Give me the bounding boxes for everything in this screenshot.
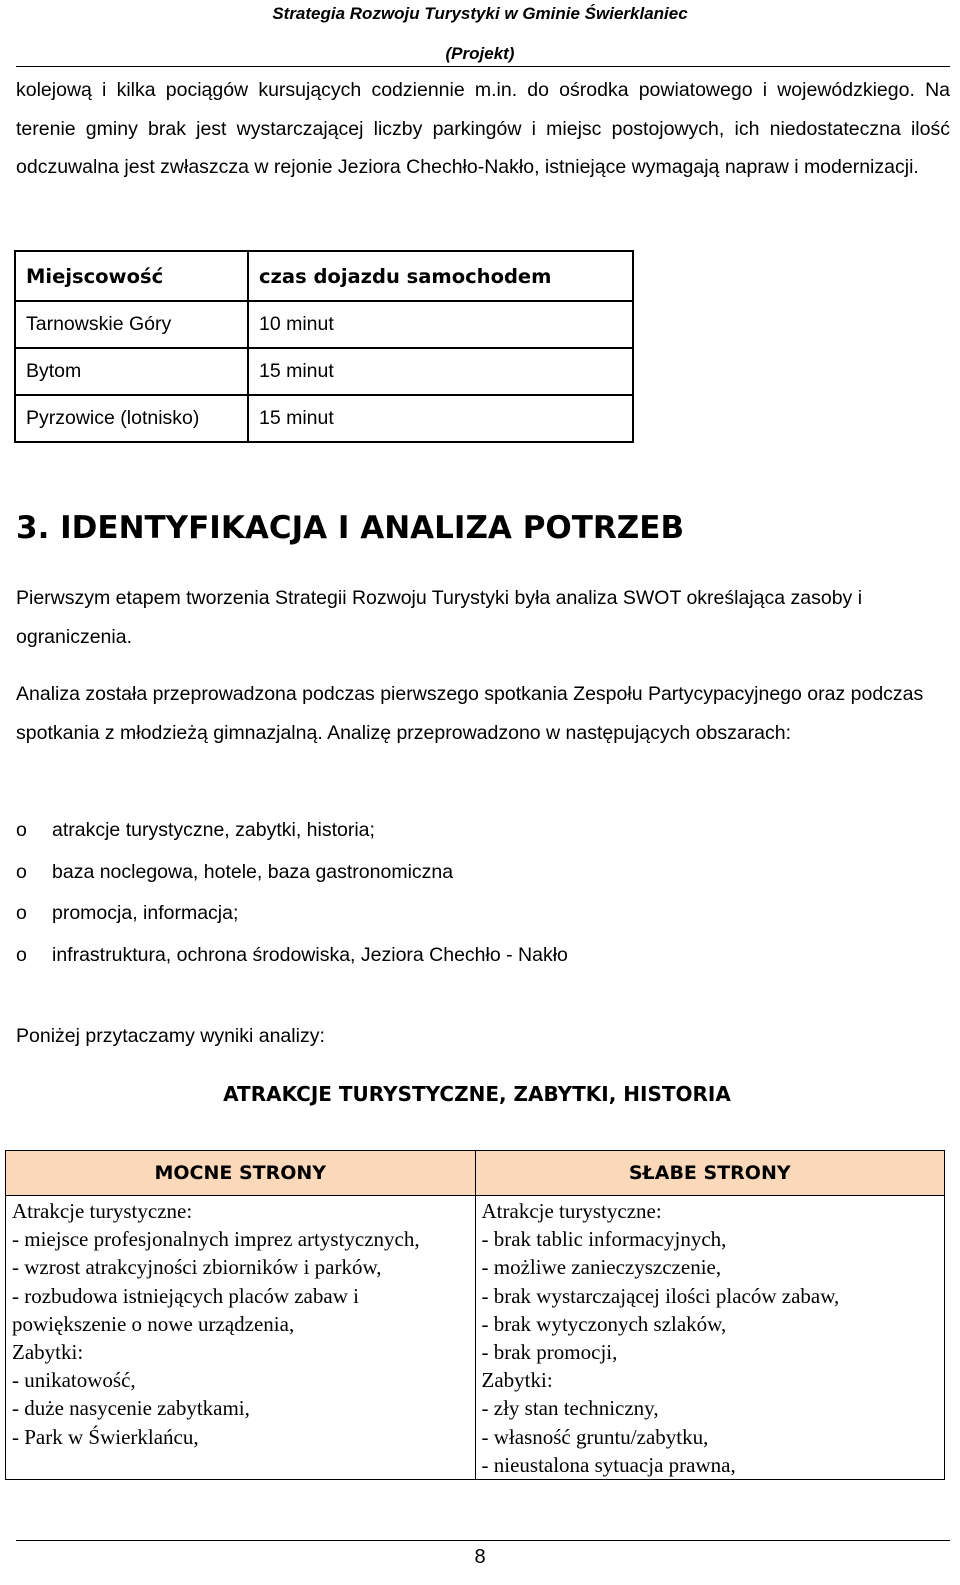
bullet-marker: o bbox=[16, 819, 27, 841]
weakness-item: - zły stan techniczny, bbox=[481, 1396, 659, 1421]
location-cell: Pyrzowice (lotnisko) bbox=[15, 395, 248, 442]
document-header-subtitle: (Projekt) bbox=[445, 44, 515, 63]
section-paragraph-1: Pierwszym etapem tworzenia Strategii Rozwoju Turystyki była analiza SWOT określająca zasoby i ograniczenia. bbox=[16, 587, 863, 648]
bullet-marker: o bbox=[16, 860, 27, 883]
weakness-item: Atrakcje turystyczne: bbox=[481, 1199, 662, 1223]
weakness-item: Zabytki: bbox=[481, 1368, 553, 1393]
footer-divider bbox=[16, 1540, 950, 1541]
travel-time-header-row bbox=[15, 251, 633, 301]
intro-paragraph: kolejową i kilka pociągów kursujących codziennie m.in. do ośrodka powiatowego i wojewódzkiego. Na terenie gminy brak jest wystarczającej liczby parkingów i miejsc postojowych, ich niedostateczna ilość odczuwalna jest zwłaszcza w rejonie Jeziora Chechło-Nakło, istniejące wymagają napraw i modernizacji. bbox=[16, 79, 950, 178]
strength-item: - Park w Świerklańcu, bbox=[12, 1424, 199, 1449]
table-row bbox=[15, 348, 633, 395]
header-cell-travel-time: czas dojazdu samochodem bbox=[248, 251, 633, 301]
weakness-item: - brak wystarczającej ilości placów zabaw, bbox=[481, 1283, 840, 1308]
location-cell: Tarnowskie Góry bbox=[15, 301, 248, 348]
list-item-text: atrakcje turystyczne, zabytki, historia; bbox=[52, 819, 375, 841]
weakness-item: - możliwe zanieczyszczenie, bbox=[481, 1255, 722, 1280]
list-item bbox=[16, 852, 568, 894]
travel-time-table bbox=[14, 250, 634, 443]
travel-time-cell: 15 minut bbox=[248, 348, 633, 395]
list-item-text: baza noclegowa, hotele, baza gastronomiczna bbox=[52, 860, 454, 883]
travel-time-cell: 15 minut bbox=[248, 395, 633, 442]
strength-item: - unikatowość, bbox=[12, 1368, 136, 1393]
swot-table bbox=[5, 1150, 945, 1480]
list-item-text: promocja, informacja; bbox=[52, 902, 239, 924]
strength-item: - duże nasycenie zabytkami, bbox=[12, 1396, 250, 1421]
page-number: 8 bbox=[474, 1546, 486, 1568]
strength-item: Zabytki: bbox=[12, 1340, 84, 1365]
header-divider bbox=[16, 66, 950, 67]
swot-body-row bbox=[6, 1196, 945, 1480]
swot-header-row bbox=[6, 1151, 945, 1196]
weakness-item: - brak tablic informacyjnych, bbox=[481, 1227, 727, 1252]
strength-item: Atrakcje turystyczne: bbox=[12, 1199, 193, 1223]
strength-item: - wzrost atrakcyjności zbiorników i parków, bbox=[12, 1255, 382, 1280]
section-paragraph-3: Poniżej przytaczamy wyniki analizy: bbox=[16, 1025, 325, 1047]
table-row bbox=[15, 301, 633, 348]
weakness-item: - brak wytyczonych szlaków, bbox=[481, 1311, 727, 1336]
weakness-item: - własność gruntu/zabytku, bbox=[481, 1424, 709, 1449]
analysis-areas-list bbox=[16, 810, 568, 976]
document-header-title: Strategia Rozwoju Turystyki w Gminie Świerklaniec bbox=[272, 4, 688, 23]
weaknesses-header: SŁABE STRONY bbox=[475, 1151, 945, 1196]
strengths-cell bbox=[6, 1196, 476, 1480]
bullet-marker: o bbox=[16, 943, 27, 966]
list-item bbox=[16, 810, 568, 852]
strength-item: - rozbudowa istniejących placów zabaw i powiększenie o nowe urządzenia, bbox=[12, 1283, 359, 1336]
table-row bbox=[15, 395, 633, 442]
weakness-item: - brak promocji, bbox=[481, 1340, 618, 1365]
list-item-text: infrastruktura, ochrona środowiska, Jeziora Chechło - Nakło bbox=[52, 943, 568, 966]
bullet-marker: o bbox=[16, 902, 27, 924]
section-heading: 3. IDENTYFIKACJA I ANALIZA POTRZEB bbox=[16, 510, 685, 546]
strength-item: - miejsce profesjonalnych imprez artystycznych, bbox=[12, 1227, 420, 1252]
weakness-item: - nieustalona sytuacja prawna, bbox=[481, 1452, 736, 1477]
section-paragraph-2: Analiza została przeprowadzona podczas pierwszego spotkania Zespołu Partycypacyjnego oraz podczas spotkania z młodzieżą gimnazjalną. Analizę przeprowadzono w następujących obszarach: bbox=[16, 683, 924, 744]
strengths-header: MOCNE STRONY bbox=[6, 1151, 476, 1196]
location-cell: Bytom bbox=[15, 348, 248, 395]
header-cell-location: Miejscowość bbox=[15, 251, 248, 301]
list-item bbox=[16, 893, 568, 935]
swot-subheading: ATRAKCJE TURYSTYCZNE, ZABYTKI, HISTORIA bbox=[223, 1082, 731, 1106]
weaknesses-cell bbox=[475, 1196, 945, 1480]
travel-time-cell: 10 minut bbox=[248, 301, 633, 348]
list-item bbox=[16, 935, 568, 977]
